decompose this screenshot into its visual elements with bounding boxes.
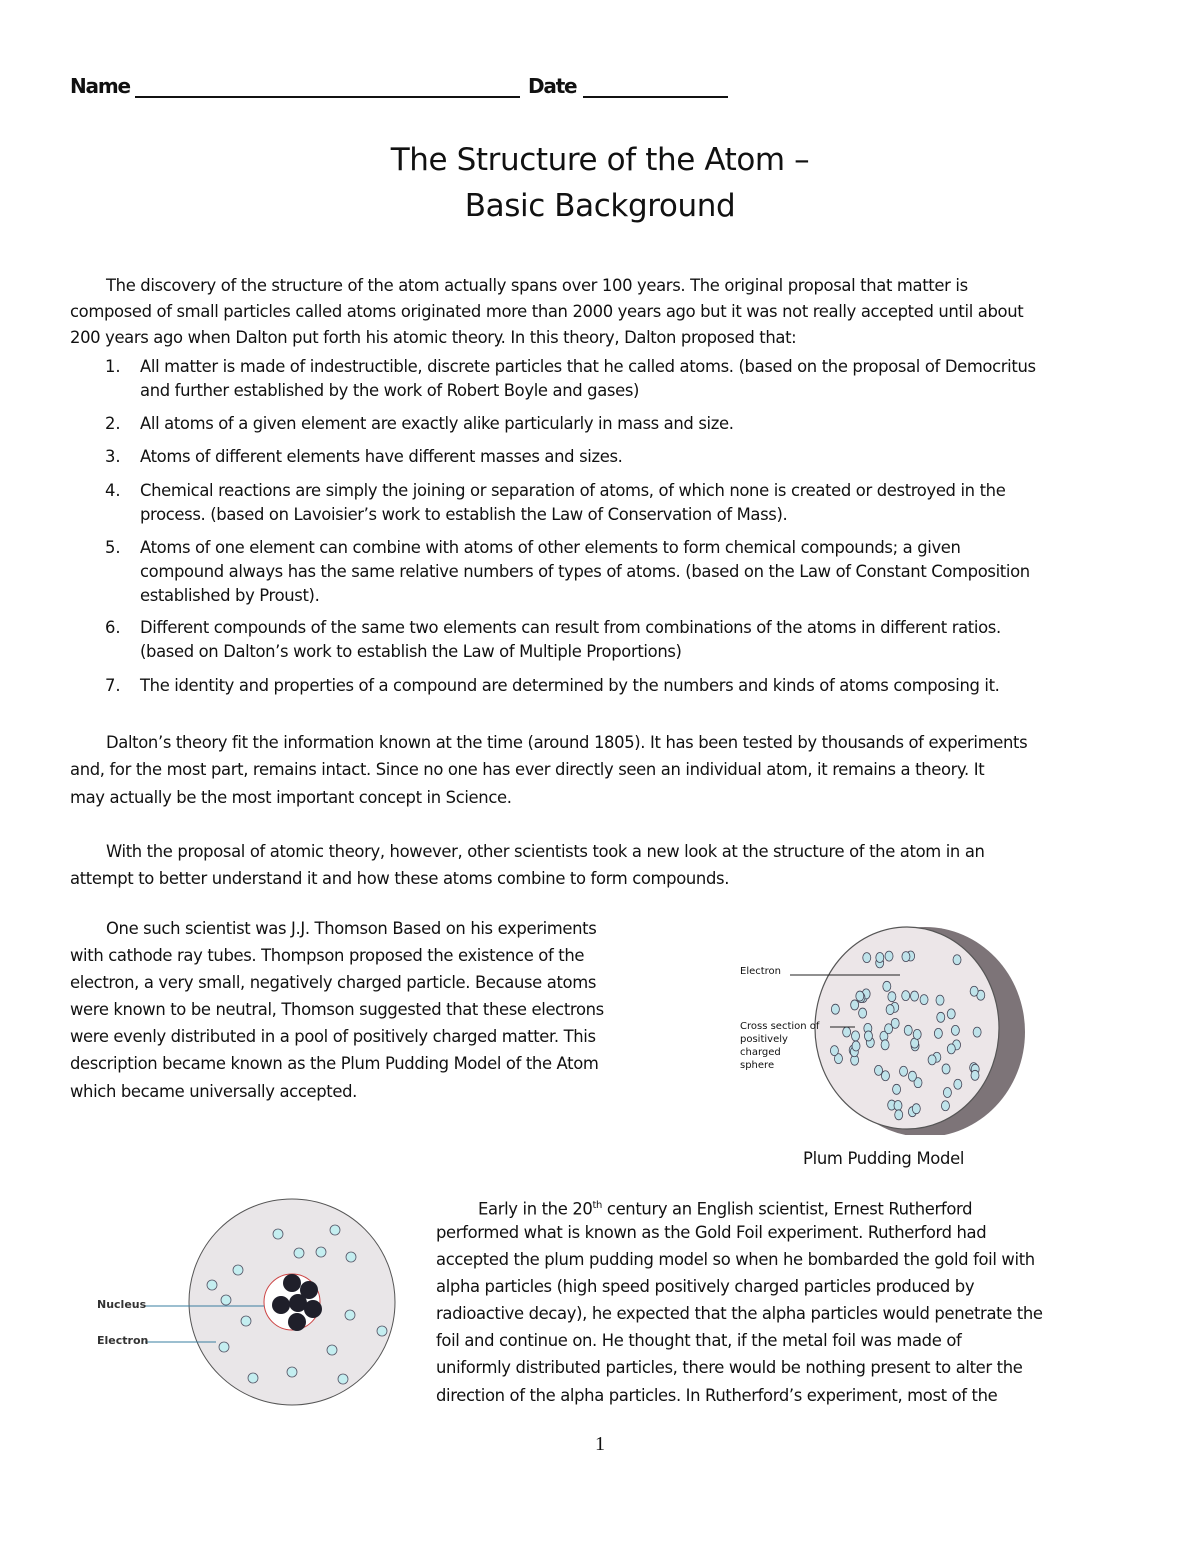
page-title-line-1: The Structure of the Atom –: [390, 142, 810, 178]
electron-dot: [859, 1008, 867, 1018]
paragraph-line: may actually be the most important concept in Science.: [70, 788, 512, 807]
list-item-line: process. (based on Lavoisier’s work to establish the Law of Conservation of Mass).: [140, 505, 788, 524]
electron-dot: [947, 1044, 955, 1054]
list-item-line: Different compounds of the same two elements can result from combinations of the atoms in different ratios.: [140, 618, 1001, 637]
intro-line: The discovery of the structure of the atom actually spans over 100 years. The original proposal that matter is: [106, 276, 968, 295]
electron-label: Electron: [97, 1334, 149, 1347]
nucleus-label: Nucleus: [97, 1298, 147, 1311]
electron-dot: [920, 995, 928, 1005]
list-item-line: established by Proust).: [140, 586, 320, 605]
intro-line: 200 years ago when Dalton put forth his atomic theory. In this theory, Dalton proposed that:: [70, 328, 797, 347]
paragraph-line: alpha particles (high speed positively charged particles produced by: [436, 1277, 975, 1296]
list-item-line: The identity and properties of a compound are determined by the numbers and kinds of atoms composing it.: [140, 676, 1000, 695]
electron-dot: [881, 1040, 889, 1050]
electron-dot: [942, 1064, 950, 1074]
nuclear-model-figure: [85, 1185, 415, 1415]
list-item-line: Atoms of one element can combine with atoms of other elements to form chemical compounds; a given: [140, 538, 961, 557]
list-item-line: (based on Dalton’s work to establish the Law of Multiple Proportions): [140, 642, 682, 661]
electron-dot: [904, 1025, 912, 1035]
electron-dot: [273, 1229, 283, 1239]
electron-dot: [316, 1247, 326, 1257]
cross-section-label-line: Cross section of: [740, 1021, 820, 1032]
paragraph-line: were evenly distributed in a pool of positively charged matter. This: [70, 1027, 596, 1046]
paragraph-line: electron, a very small, negatively charged particle. Because atoms: [70, 973, 597, 992]
electron-dot: [881, 1071, 889, 1081]
superscript: th: [592, 1200, 603, 1211]
electron-dot: [851, 1031, 859, 1041]
cross-section-label-line: charged: [740, 1047, 781, 1058]
electron-dot: [851, 1000, 859, 1010]
electron-dot: [947, 1009, 955, 1019]
electron-dot: [900, 1066, 908, 1076]
electron-dot: [856, 991, 864, 1001]
date-label: Date: [528, 74, 577, 98]
electron-dot: [221, 1295, 231, 1305]
intro-line: composed of small particles called atoms originated more than 2000 years ago but it was not really accepted until about: [70, 302, 1024, 321]
electron-dot: [241, 1316, 251, 1326]
electron-dot: [973, 1027, 981, 1037]
electron-dot: [345, 1310, 355, 1320]
electron-dot: [830, 1046, 838, 1056]
paragraph-line: Dalton’s theory fit the information known at the time (around 1805). It has been tested by thousands of experiments: [106, 733, 1028, 752]
electron-label: Electron: [740, 966, 782, 977]
paragraph-line: accepted the plum pudding model so when he bombarded the gold foil with: [436, 1250, 1035, 1269]
paragraph-line: direction of the alpha particles. In Rutherford’s experiment, most of the: [436, 1386, 998, 1405]
electron-dot: [971, 1070, 979, 1080]
name-field[interactable]: [135, 96, 520, 98]
electron-dot: [913, 1029, 921, 1039]
paragraph-line: and, for the most part, remains intact. Since no one has ever directly seen an individual atom, it remains a theory. It: [70, 760, 985, 779]
paragraph-line: attempt to better understand it and how these atoms combine to form compounds.: [70, 869, 730, 888]
paragraph-line: radioactive decay), he expected that the alpha particles would penetrate the: [436, 1304, 1043, 1323]
electron-dot: [936, 995, 944, 1005]
list-number: 4.: [105, 481, 121, 500]
electron-dot: [294, 1248, 304, 1258]
electron-dot: [248, 1373, 258, 1383]
electron-dot: [937, 1012, 945, 1022]
electron-dot: [885, 1024, 893, 1034]
electron-dot: [883, 981, 891, 991]
electron-dot: [287, 1367, 297, 1377]
text-run: Early in the 20: [478, 1199, 593, 1219]
paragraph-line: One such scientist was J.J. Thomson Based on his experiments: [106, 919, 597, 938]
electron-dot: [908, 1071, 916, 1081]
page-title-line-2: Basic Background: [464, 188, 736, 224]
electron-dot: [885, 951, 893, 961]
paragraph-line: description became known as the Plum Pudding Model of the Atom: [70, 1054, 599, 1073]
list-item-line: All atoms of a given element are exactly alike particularly in mass and size.: [140, 414, 734, 433]
electron-dot: [941, 1101, 949, 1111]
list-number: 7.: [105, 676, 121, 695]
list-number: 1.: [105, 357, 121, 376]
paragraph-line: [478, 1195, 972, 1220]
electron-dot: [902, 991, 910, 1001]
paragraph-line: with cathode ray tubes. Thompson proposed the existence of the: [70, 946, 585, 965]
name-label: Name: [70, 74, 130, 98]
plum-pudding-caption: Plum Pudding Model: [803, 1149, 965, 1168]
paragraph-line: were known to be neutral, Thomson suggested that these electrons: [70, 1000, 604, 1019]
electron-dot: [876, 952, 884, 962]
cross-section-label: [740, 1020, 819, 1072]
electron-dot: [852, 1041, 860, 1051]
paragraph-line: performed what is known as the Gold Foil experiment. Rutherford had: [436, 1223, 987, 1242]
electron-dot: [951, 1025, 959, 1035]
electron-dot: [864, 1031, 872, 1041]
list-item-line: All matter is made of indestructible, discrete particles that he called atoms. (based on the proposal of Democritus: [140, 357, 1036, 376]
electron-dot: [953, 955, 961, 965]
electron-dot: [330, 1225, 340, 1235]
electron-dot: [886, 1005, 894, 1015]
list-item-line: Atoms of different elements have different masses and sizes.: [140, 447, 623, 466]
list-item-line: and further established by the work of Robert Boyle and gases): [140, 381, 640, 400]
electron-dot: [970, 986, 978, 996]
electron-dot: [207, 1280, 217, 1290]
electron-dot: [895, 1110, 903, 1120]
electron-dot: [233, 1265, 243, 1275]
electron-dot: [912, 1104, 920, 1114]
list-number: 3.: [105, 447, 121, 466]
paragraph-line: which became universally accepted.: [70, 1082, 357, 1101]
list-item-line: compound always has the same relative numbers of types of atoms. (based on the Law of Constant Composition: [140, 562, 1030, 581]
paragraph-line: With the proposal of atomic theory, however, other scientists took a new look at the structure of the atom in an: [106, 842, 985, 861]
electron-dot: [346, 1252, 356, 1262]
list-item-line: Chemical reactions are simply the joining or separation of atoms, of which none is created or destroyed in the: [140, 481, 1006, 500]
electron-dot: [911, 991, 919, 1001]
electron-dot: [902, 952, 910, 962]
electron-dot: [843, 1027, 851, 1037]
electron-dot: [954, 1079, 962, 1089]
electron-dot: [831, 1004, 839, 1014]
list-number: 2.: [105, 414, 121, 433]
plum-pudding-figure: [735, 920, 1035, 1135]
electron-dot: [893, 1084, 901, 1094]
list-number: 6.: [105, 618, 121, 637]
list-number: 5.: [105, 538, 121, 557]
electron-dot: [219, 1342, 229, 1352]
electron-dot: [888, 992, 896, 1002]
electron-dot: [894, 1101, 902, 1111]
paragraph-line: foil and continue on. He thought that, if the metal foil was made of: [436, 1331, 962, 1350]
electron-dot: [327, 1345, 337, 1355]
electron-dot: [934, 1028, 942, 1038]
date-field[interactable]: [583, 96, 728, 98]
electron-dot: [338, 1374, 348, 1384]
electron-dot: [377, 1326, 387, 1336]
text-run: century an English scientist, Ernest Rutherford: [602, 1199, 973, 1219]
page-number: 1: [595, 1433, 605, 1455]
cross-section-label-line: positively: [740, 1034, 788, 1045]
electron-dot: [943, 1088, 951, 1098]
paragraph-line: uniformly distributed particles, there would be nothing present to alter the: [436, 1358, 1023, 1377]
electron-dot: [928, 1055, 936, 1065]
cross-section-label-line: sphere: [740, 1060, 775, 1071]
electron-dot: [863, 953, 871, 963]
